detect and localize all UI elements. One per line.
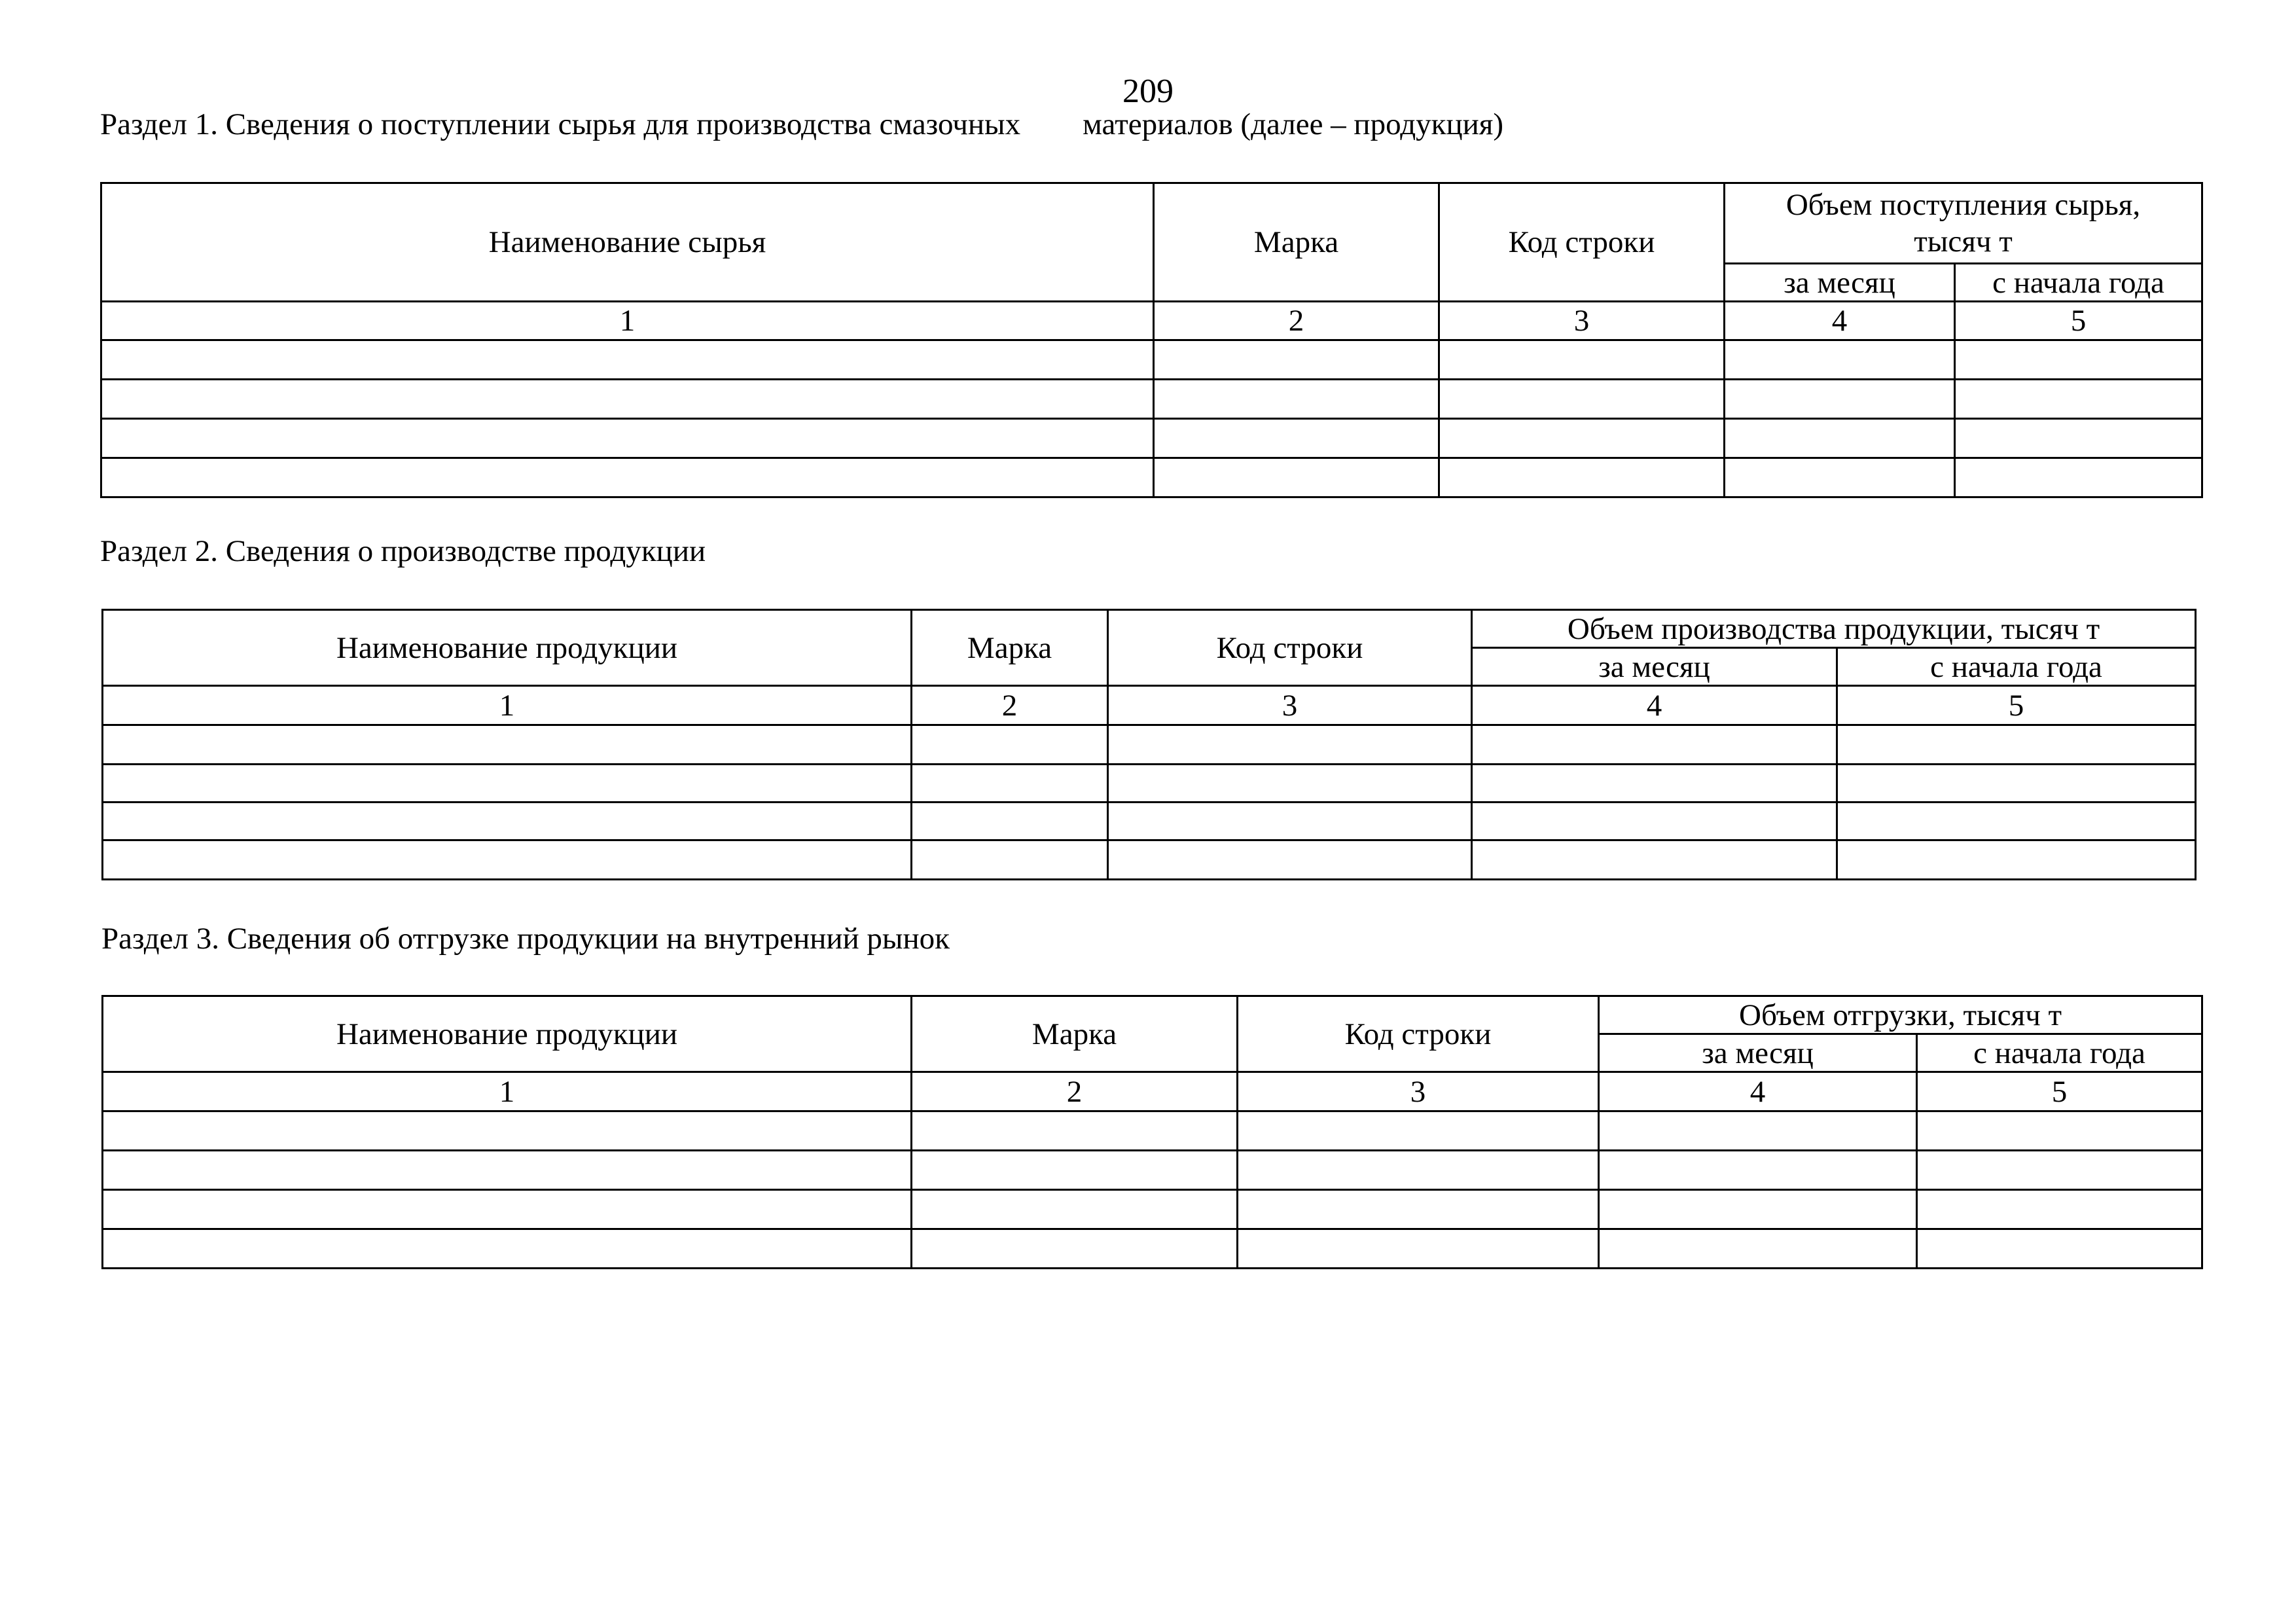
cell-month	[1472, 840, 1837, 880]
cell-ytd	[1837, 803, 2196, 840]
table-row	[103, 803, 2196, 840]
header-brand: Марка	[912, 610, 1108, 686]
cell-line-code	[1439, 380, 1725, 419]
cell-name	[103, 840, 912, 880]
cell-line-code	[1238, 1190, 1599, 1229]
table-row	[103, 1151, 2202, 1190]
cell-month	[1725, 380, 1955, 419]
cell-month	[1725, 419, 1955, 458]
header-line-code: Код строки	[1108, 610, 1472, 686]
column-number-row	[103, 686, 2196, 725]
column-number: 4	[1599, 1072, 1917, 1111]
table-row	[101, 419, 2202, 458]
column-number: 5	[1837, 686, 2196, 725]
cell-brand	[912, 765, 1108, 803]
column-number: 3	[1439, 302, 1725, 340]
column-number: 5	[1955, 302, 2202, 340]
column-number: 5	[1917, 1072, 2202, 1111]
cell-month	[1599, 1229, 1917, 1269]
section-1-title-part2: материалов (далее – продукция)	[1083, 107, 1504, 141]
cell-ytd	[1917, 1190, 2202, 1229]
cell-name	[101, 419, 1154, 458]
cell-name	[103, 765, 912, 803]
cell-month	[1472, 765, 1837, 803]
header-month: за месяц	[1472, 648, 1837, 686]
header-name: Наименование продукции	[103, 610, 912, 686]
cell-ytd	[1917, 1111, 2202, 1151]
cell-brand	[912, 1229, 1238, 1269]
cell-name	[101, 458, 1154, 497]
cell-line-code	[1108, 725, 1472, 765]
cell-line-code	[1439, 458, 1725, 497]
cell-name	[101, 380, 1154, 419]
header-line-code: Код строки	[1439, 183, 1725, 302]
cell-brand	[912, 840, 1108, 880]
cell-ytd	[1917, 1151, 2202, 1190]
cell-brand	[912, 1190, 1238, 1229]
table-row	[103, 1190, 2202, 1229]
header-volume: Объем производства продукции, тысяч т	[1472, 610, 2196, 648]
table-row	[101, 380, 2202, 419]
cell-ytd	[1955, 340, 2202, 380]
column-number-row	[101, 302, 2202, 340]
cell-line-code	[1108, 765, 1472, 803]
table-row	[103, 765, 2196, 803]
table-row	[101, 340, 2202, 380]
table-row	[103, 725, 2196, 765]
column-number: 1	[103, 686, 912, 725]
column-number: 2	[912, 1072, 1238, 1111]
column-number-row	[103, 1072, 2202, 1111]
column-number: 3	[1108, 686, 1472, 725]
page-number: 209	[1122, 73, 1174, 110]
header-ytd: с начала года	[1955, 264, 2202, 302]
table-row	[103, 1111, 2202, 1151]
cell-ytd	[1955, 380, 2202, 419]
cell-month	[1472, 725, 1837, 765]
cell-name	[103, 1151, 912, 1190]
cell-ytd	[1917, 1229, 2202, 1269]
section-3-table	[101, 995, 2203, 1269]
cell-name	[103, 1190, 912, 1229]
header-month: за месяц	[1599, 1034, 1917, 1072]
cell-name	[103, 1229, 912, 1269]
cell-line-code	[1108, 840, 1472, 880]
header-line-code: Код строки	[1238, 996, 1599, 1072]
cell-brand	[912, 725, 1108, 765]
table-row	[101, 458, 2202, 497]
table-header-row	[101, 183, 2202, 264]
section-1-table	[100, 182, 2203, 498]
cell-line-code	[1238, 1111, 1599, 1151]
column-number: 2	[912, 686, 1108, 725]
cell-name	[101, 340, 1154, 380]
section-3-title: Раздел 3. Сведения об отгрузке продукции на внутренний рынок	[101, 922, 950, 956]
column-number: 4	[1725, 302, 1955, 340]
table-header-row	[103, 996, 2202, 1034]
header-ytd: с начала года	[1917, 1034, 2202, 1072]
column-number: 4	[1472, 686, 1837, 725]
cell-ytd	[1837, 840, 2196, 880]
cell-brand	[1154, 340, 1439, 380]
cell-brand	[912, 803, 1108, 840]
cell-ytd	[1955, 458, 2202, 497]
cell-line-code	[1439, 419, 1725, 458]
cell-month	[1725, 340, 1955, 380]
column-number: 3	[1238, 1072, 1599, 1111]
cell-month	[1599, 1111, 1917, 1151]
cell-ytd	[1955, 419, 2202, 458]
section-1-title	[100, 105, 1503, 144]
cell-month	[1472, 803, 1837, 840]
column-number: 1	[101, 302, 1154, 340]
cell-ytd	[1837, 765, 2196, 803]
cell-brand	[912, 1111, 1238, 1151]
column-number: 2	[1154, 302, 1439, 340]
section-2-title: Раздел 2. Сведения о производстве продукции	[100, 534, 706, 568]
cell-brand	[1154, 458, 1439, 497]
header-brand: Марка	[912, 996, 1238, 1072]
section-1-title-part1: Раздел 1. Сведения о поступлении сырья для производства смазочных	[100, 107, 1021, 141]
cell-line-code	[1238, 1151, 1599, 1190]
cell-name	[103, 803, 912, 840]
table-row	[103, 1229, 2202, 1269]
cell-name	[103, 1111, 912, 1151]
cell-month	[1599, 1190, 1917, 1229]
cell-brand	[1154, 380, 1439, 419]
cell-brand	[1154, 419, 1439, 458]
cell-month	[1725, 458, 1955, 497]
table-header-row	[103, 610, 2196, 648]
section-2-table	[101, 609, 2197, 880]
cell-line-code	[1439, 340, 1725, 380]
table-row	[103, 840, 2196, 880]
cell-month	[1599, 1151, 1917, 1190]
cell-line-code	[1238, 1229, 1599, 1269]
header-month: за месяц	[1725, 264, 1955, 302]
header-name: Наименование сырья	[101, 183, 1154, 302]
column-number: 1	[103, 1072, 912, 1111]
header-volume: Объем поступления сырья, тысяч т	[1725, 183, 2202, 264]
cell-ytd	[1837, 725, 2196, 765]
header-ytd: с начала года	[1837, 648, 2196, 686]
cell-name	[103, 725, 912, 765]
cell-line-code	[1108, 803, 1472, 840]
header-volume: Объем отгрузки, тысяч т	[1599, 996, 2202, 1034]
cell-brand	[912, 1151, 1238, 1190]
header-brand: Марка	[1154, 183, 1439, 302]
header-name: Наименование продукции	[103, 996, 912, 1072]
